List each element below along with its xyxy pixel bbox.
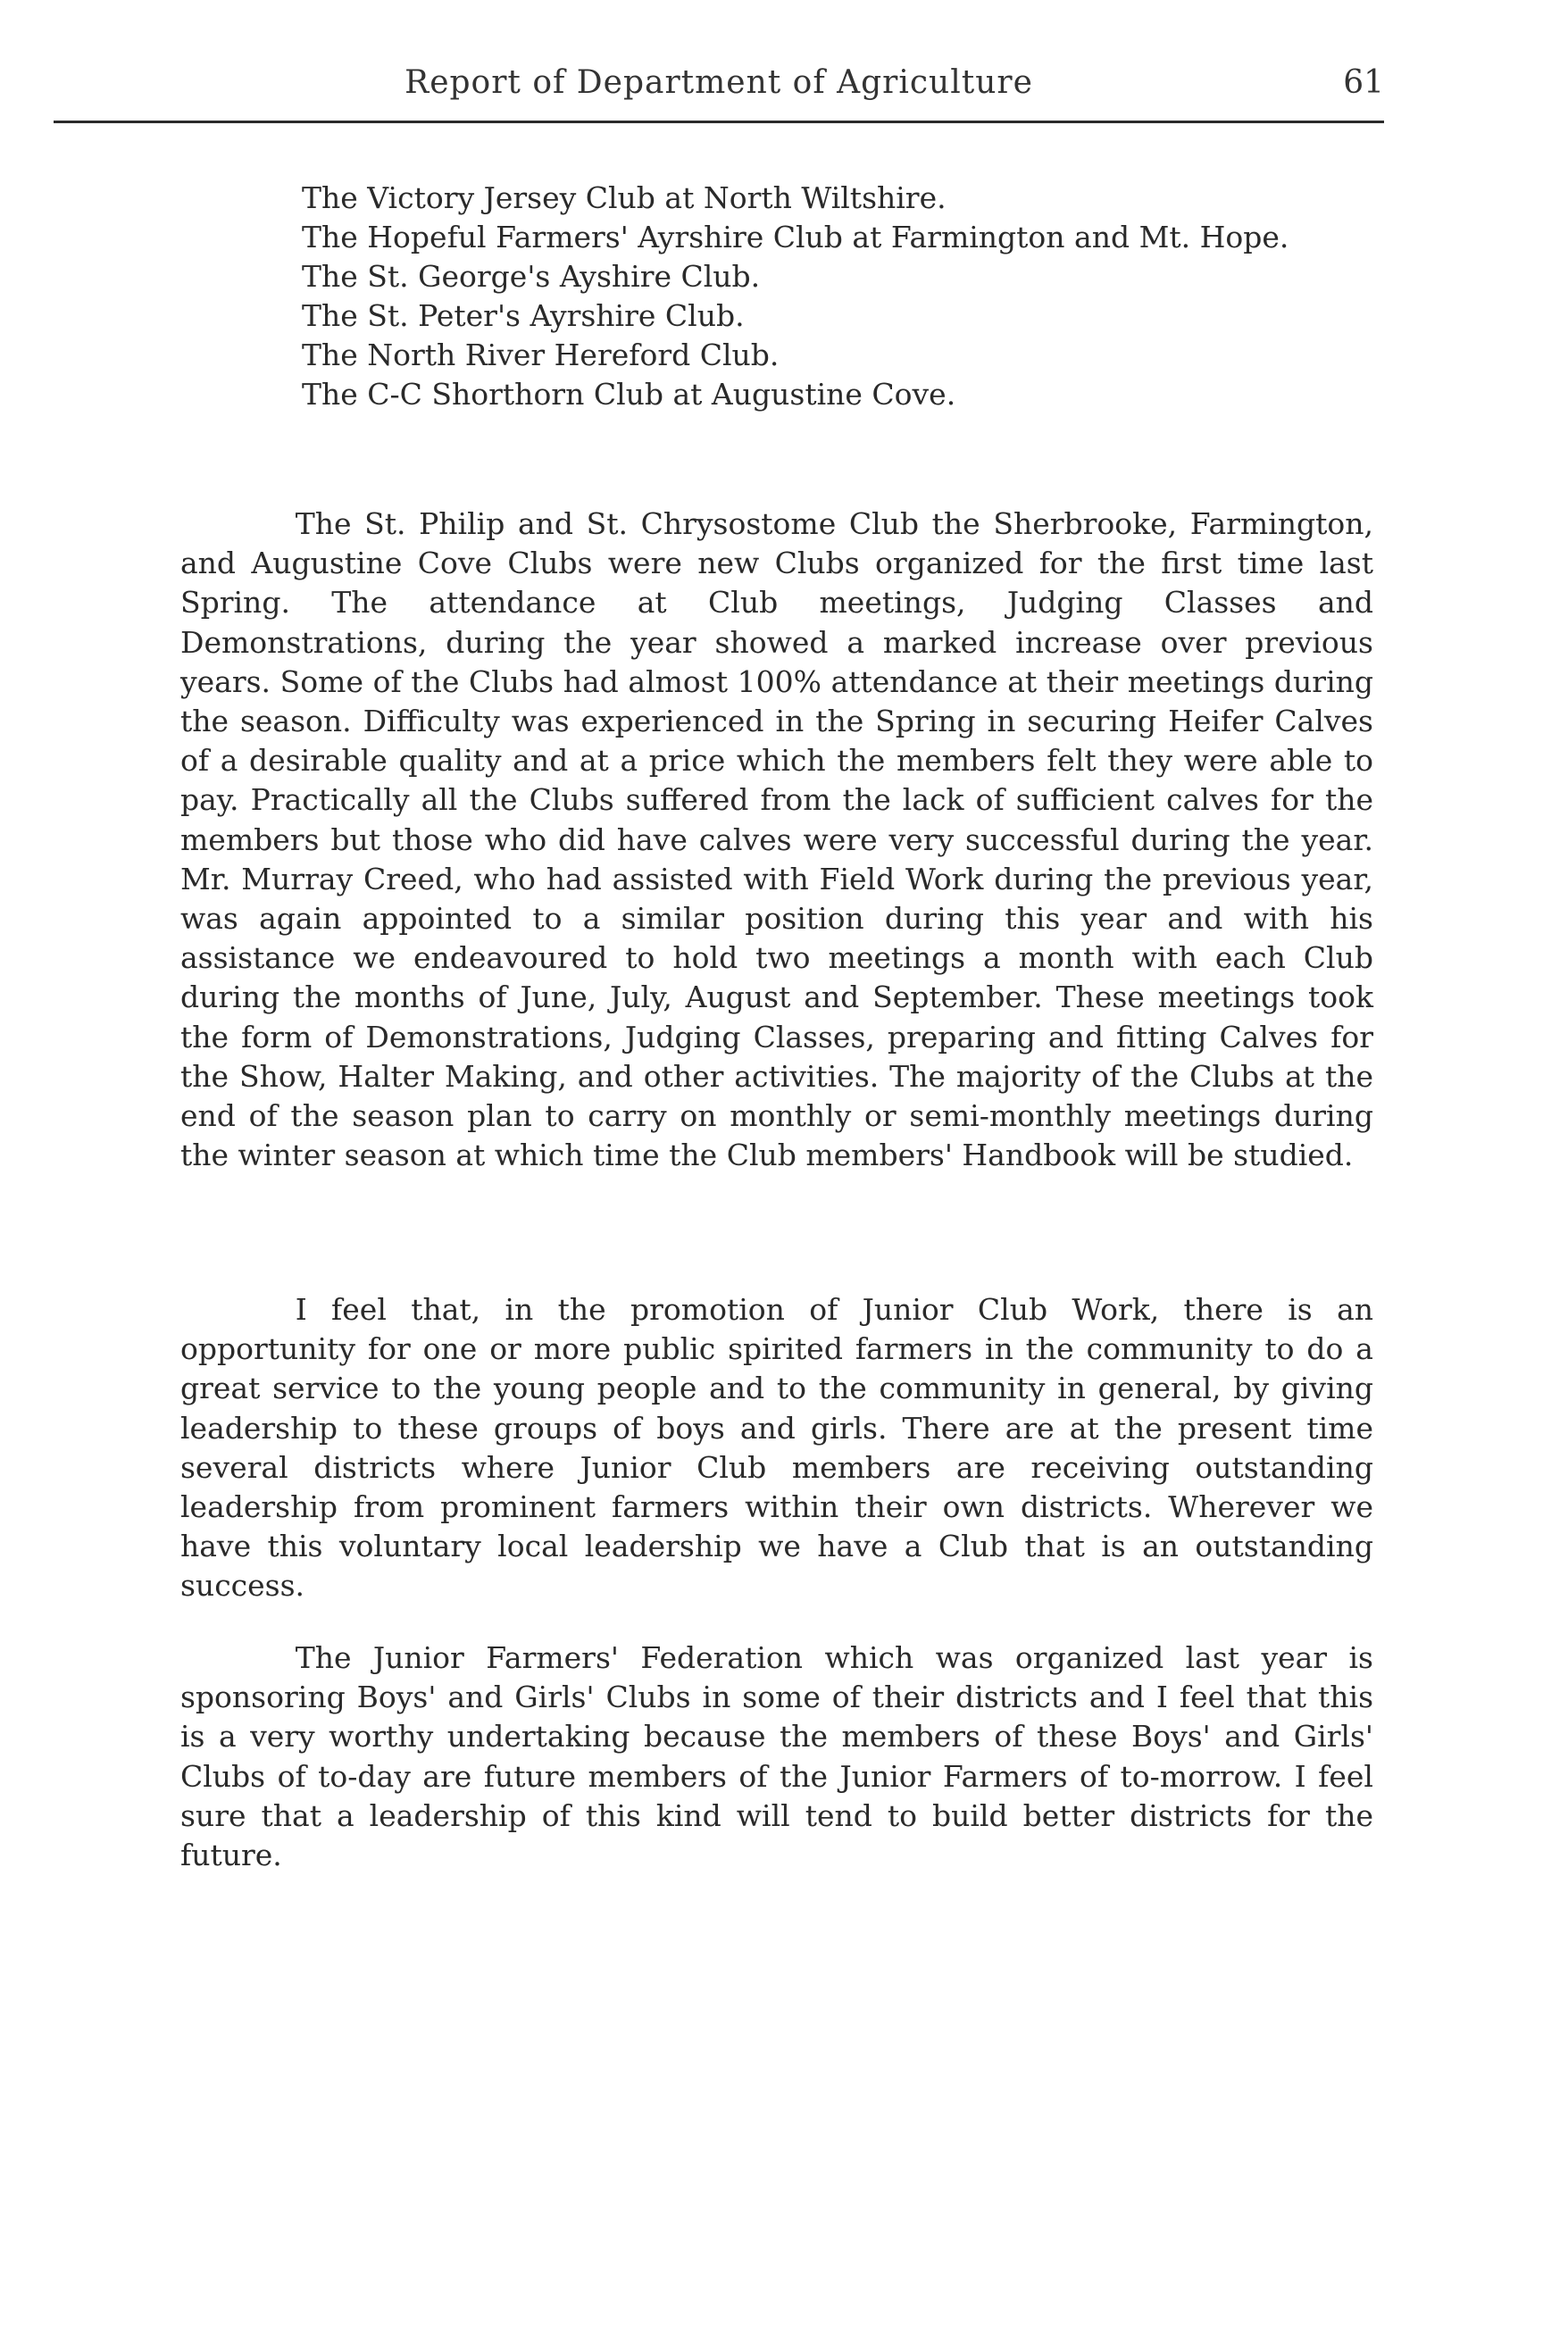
body-paragraph-federation: The Junior Farmers' Federation which was organized last year is sponsoring Boys' and Girls' Clubs in some of their districts and I feel that this is a very worthy undertaking because the members of these Boys' and Girls' Clubs of to-day are future members of the Junior Farmers of to-morrow. I feel sure that a leadership of this kind will tend to build better districts for the future. (180, 1640, 1373, 1873)
body-paragraph-clubs: The St. Philip and St. Chrysostome Club the Sherbrooke, Farmington, and Augustine Cove Clubs were new Clubs organized for the first time last Spring. The attendance at Club meetings, Judging Classes and Demonstrations, during the year showed a marked increase over previous years. Some of the Clubs had almost 100% attendance at their meetings during the season. Difficulty was experienced in the Spring in securing Heifer Calves of a desirable quality and at a price which the members felt they were able to pay. Practically all the Clubs suffered from the lack of sufficient calves for the members but those who did have calves were very successful during the year. Mr. Murray Creed, who had assisted with Field Work during the previous year, was again appointed to a similar position during this year and with his assistance we endeavoured to hold two meetings a month with each Club during the months of June, July, August and September. These meetings took the form of Demonstrations, Judging Classes, preparing and fitting Calves for the Show, Halter Making, and other activities. The majority of the Clubs at the end of the season plan to carry on monthly or semi-monthly meetings during the winter season at which time the Club members' Handbook will be studied. (180, 506, 1373, 1173)
club-list-item: The Hopeful Farmers' Ayrshire Club at Farmington and Mt. Hope. (302, 220, 1289, 254)
running-head: Report of Department of Agriculture (405, 64, 1033, 101)
club-list-item: The Victory Jersey Club at North Wiltshire. (302, 180, 947, 215)
club-list-item: The C-C Shorthorn Club at Augustine Cove. (302, 377, 956, 412)
club-list-item: The St. Peter's Ayrshire Club. (302, 298, 745, 333)
club-list (302, 179, 1391, 414)
page-number: 61 (1343, 64, 1384, 101)
body-paragraph-leadership: I feel that, in the promotion of Junior Club Work, there is an opportunity for one or more public spirited farmers in the community to do a great service to the young people and to the community in general, by giving leadership to these groups of boys and girls. There are at the present time several districts where Junior Club members are receiving outstanding leadership from prominent farmers within their own districts. Wherever we have this voluntary local leadership we have a Club that is an outstanding success. (180, 1292, 1373, 1604)
page-header (54, 64, 1384, 118)
club-list-item: The North River Hereford Club. (302, 338, 780, 372)
club-list-item: The St. George's Ayshire Club. (302, 259, 761, 294)
header-rule (54, 121, 1384, 123)
